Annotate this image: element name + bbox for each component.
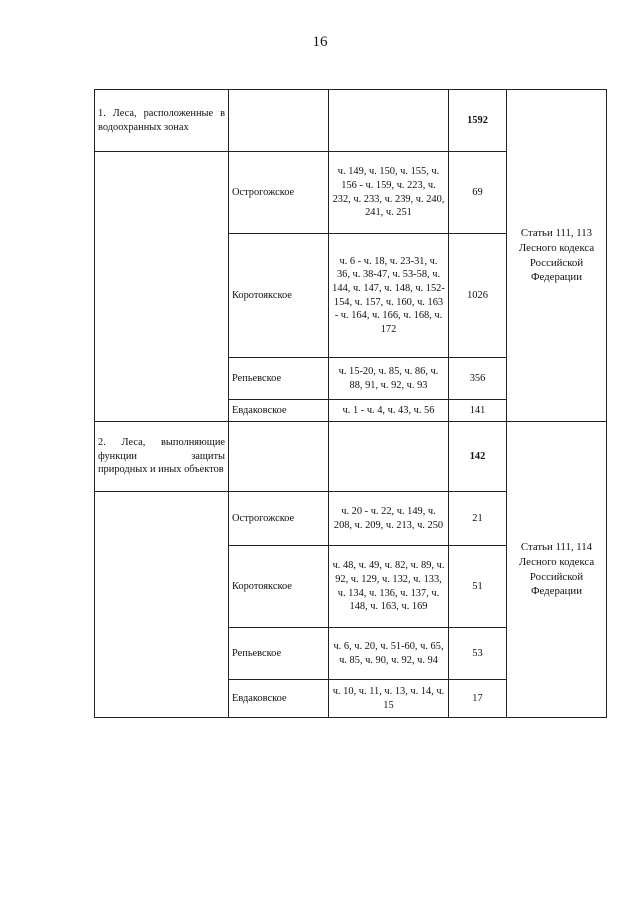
parts-list: ч. 48, ч. 49, ч. 82, ч. 89, ч. 92, ч. 129, ч. 132, ч. 133, ч. 134, ч. 136, ч. 137, ч. 148, ч. 163, ч. 169	[329, 546, 449, 628]
district-name: Репьевское	[229, 358, 329, 400]
district-name: Острогожское	[229, 492, 329, 546]
district-name: Репьевское	[229, 628, 329, 680]
district-name: Евдаковское	[229, 680, 329, 718]
district-area: 21	[449, 492, 507, 546]
parts-list: ч. 149, ч. 150, ч. 155, ч. 156 - ч. 159, ч. 223, ч. 232, ч. 233, ч. 239, ч. 240, 241, ч. 251	[329, 152, 449, 234]
district-name: Коротоякское	[229, 234, 329, 358]
parts-list: ч. 15-20, ч. 85, ч. 86, ч. 88, 91, ч. 92, ч. 93	[329, 358, 449, 400]
table-row	[95, 90, 607, 152]
empty-category-cell	[95, 492, 229, 718]
parts-list: ч. 1 - ч. 4, ч. 43, ч. 56	[329, 400, 449, 422]
empty-cell	[229, 422, 329, 492]
district-area: 51	[449, 546, 507, 628]
category-cell: 1. Леса, расположенные в водоохранных зонах	[95, 90, 229, 152]
table-row	[95, 422, 607, 492]
law-reference: Статьи 111, 113 Лесного кодекса Российской Федерации	[507, 90, 607, 422]
law-reference: Статьи 111, 114 Лесного кодекса Российской Федерации	[507, 422, 607, 718]
forest-table	[94, 89, 607, 718]
parts-list: ч. 10, ч. 11, ч. 13, ч. 14, ч. 15	[329, 680, 449, 718]
parts-list: ч. 20 - ч. 22, ч. 149, ч. 208, ч. 209, ч. 213, ч. 250	[329, 492, 449, 546]
empty-cell	[229, 90, 329, 152]
district-name: Коротоякское	[229, 546, 329, 628]
parts-list: ч. 6 - ч. 18, ч. 23-31, ч. 36, ч. 38-47, ч. 53-58, ч. 144, ч. 147, ч. 148, ч. 152-154, ч. 157, ч. 160, ч. 163 - ч. 164, ч. 166, ч. 168, ч. 172	[329, 234, 449, 358]
page-number: 16	[312, 34, 328, 50]
district-area: 69	[449, 152, 507, 234]
empty-category-cell	[95, 152, 229, 422]
total-area: 142	[449, 422, 507, 492]
category-cell: 2. Леса, выполняющие функции защиты природных и иных объектов	[95, 422, 229, 492]
total-area: 1592	[449, 90, 507, 152]
empty-cell	[329, 90, 449, 152]
district-name: Евдаковское	[229, 400, 329, 422]
district-name: Острогожское	[229, 152, 329, 234]
district-area: 356	[449, 358, 507, 400]
district-area: 141	[449, 400, 507, 422]
district-area: 53	[449, 628, 507, 680]
parts-list: ч. 6, ч. 20, ч. 51-60, ч. 65, ч. 85, ч. 90, ч. 92, ч. 94	[329, 628, 449, 680]
empty-cell	[329, 422, 449, 492]
district-area: 1026	[449, 234, 507, 358]
district-area: 17	[449, 680, 507, 718]
